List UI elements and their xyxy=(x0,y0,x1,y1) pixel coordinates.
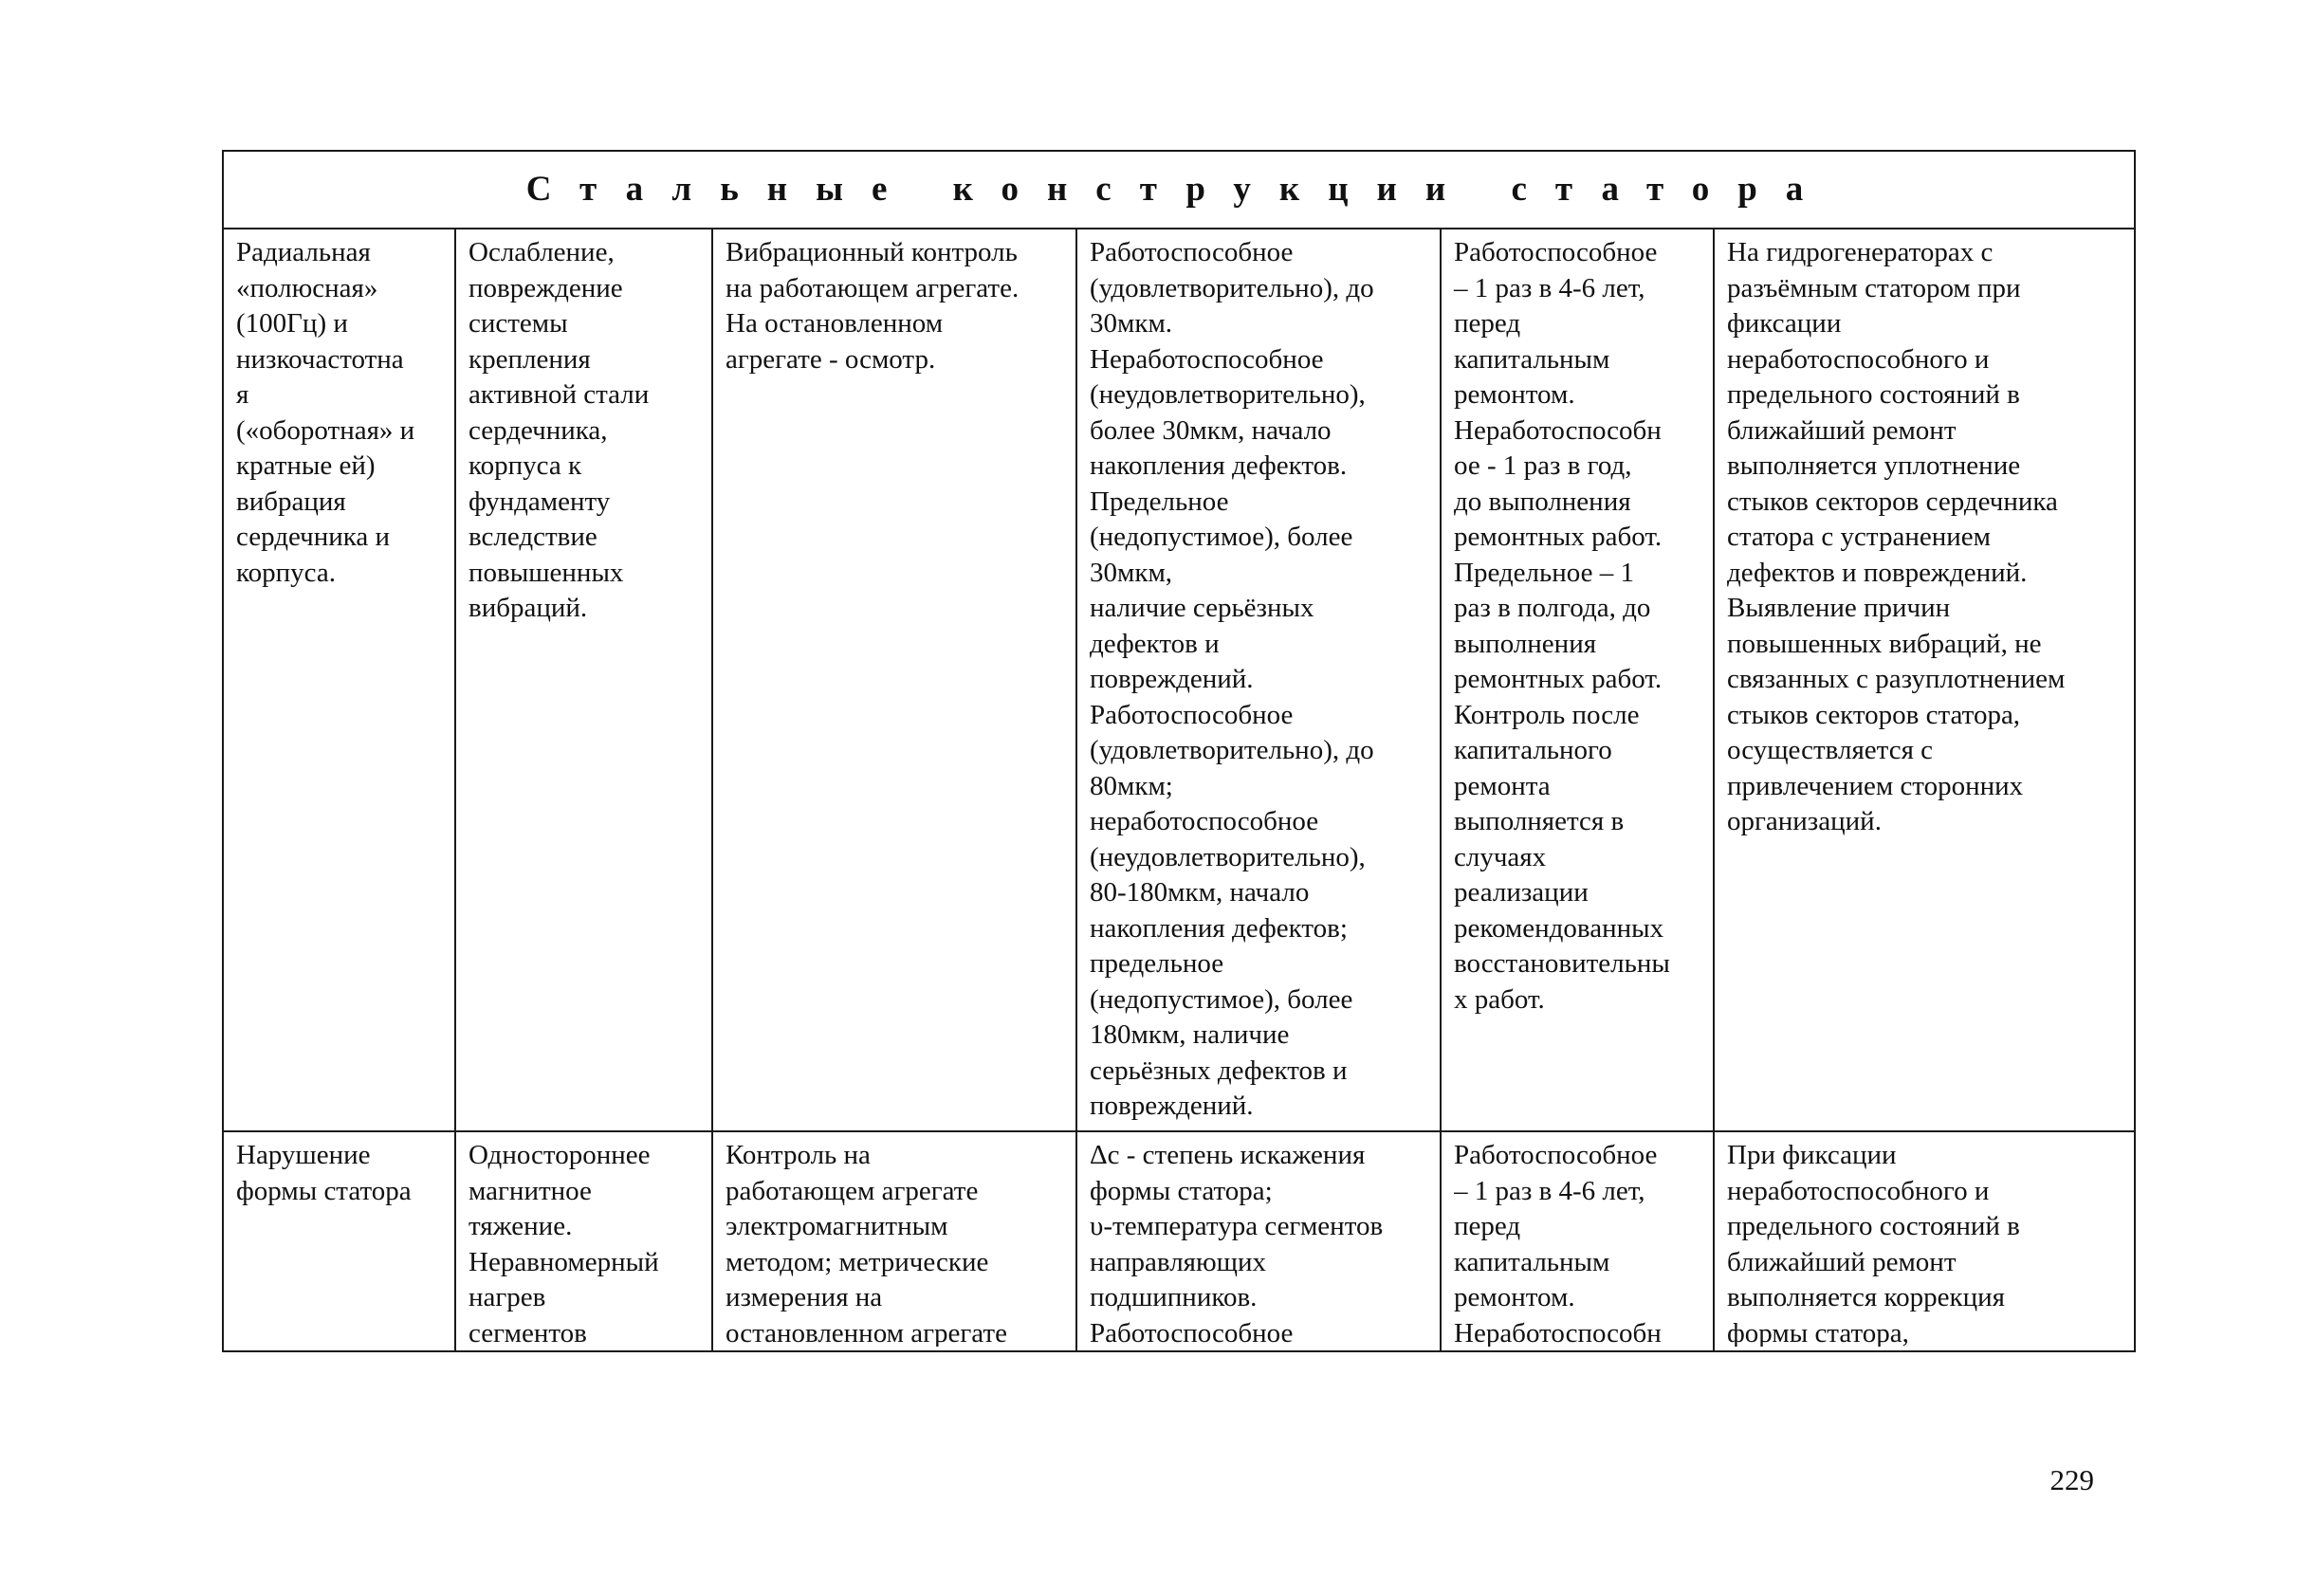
parameter-cell xyxy=(223,1131,455,1351)
method-text: Контроль на работающем агрегате электромагнитным методом; метрические измерения на остановленном агрегате xyxy=(726,1140,1007,1347)
periodicity-cell: Работоспособное – 1 раз в 4-6 лет, перед капитальным ремонтом. Неработоспособн ое - 1 раз в год, до выполнения ремонтных работ. Предельное – 1 раз в полгода, до выполнения ремонтных работ. Контроль после капитального ремонта выполняется в случаях реализации рекомендованных восстановительны х работ. xyxy=(1441,229,1714,1131)
section-heading-row xyxy=(223,151,2135,229)
parameter-text: Нарушение формы статора xyxy=(236,1140,412,1206)
page-number: 229 xyxy=(2049,1463,2094,1496)
parameter-cell: Радиальная «полюсная» (100Гц) и низкочастотна я («оборотная» и кратные ей) вибрация сердечника и корпуса. xyxy=(223,229,455,1131)
cause-text: Одностороннее магнитное тяжение. Неравномерный нагрев сегментов xyxy=(469,1140,659,1347)
cause-cell xyxy=(455,1131,712,1351)
method-cell: Вибрационный контроль на работающем агрегате. На остановленном агрегате - осмотр. xyxy=(712,229,1076,1131)
table-row xyxy=(223,229,2135,1131)
method-cell xyxy=(712,1131,1076,1351)
section-heading: Стальные конструкции статора xyxy=(223,151,2135,229)
criteria-cell: Работоспособное (удовлетворительно), до 30мкм. Неработоспособное (неудовлетворительно), более 30мкм, начало накопления дефектов. Предельное (недопустимое), более 30мкм, наличие серьёзных дефектов и повреждений. Работоспособное (удовлетворительно), до 80мкм; неработоспособное (неудовлетворительно), 80-180мкм, начало накопления дефектов; предельное (недопустимое), более 180мкм, наличие серьёзных дефектов и повреждений. xyxy=(1076,229,1441,1131)
cause-cell: Ослабление, повреждение системы крепления активной стали сердечника, корпуса к фундаменту вследствие повышенных вибраций. xyxy=(455,229,712,1131)
table-row xyxy=(223,1131,2135,1351)
measures-cell xyxy=(1714,1131,2135,1351)
measures-cell: На гидрогенераторах с разъёмным статором при фиксации неработоспособного и предельного состояний в ближайший ремонт выполняется уплотнение стыков секторов сердечника статора с устранением дефектов и повреждений. Выявление причин повышенных вибраций, не связанных с разуплотнением стыков секторов статора, осуществляется с привлечением сторонних организаций. xyxy=(1714,229,2135,1131)
measures-text: При фиксации неработоспособного и предельного состояний в ближайший ремонт выполняется коррекция формы статора, xyxy=(1727,1140,2020,1347)
periodicity-cell xyxy=(1441,1131,1714,1351)
stator-table xyxy=(222,150,2136,1352)
periodicity-text: Работоспособное – 1 раз в 4-6 лет, перед капитальным ремонтом. Неработоспособн xyxy=(1454,1140,1662,1347)
criteria-cell xyxy=(1076,1131,1441,1351)
criteria-text: Δc - степень искажения формы статора; υ-температура сегментов направляющих подшипников. Работоспособное xyxy=(1090,1140,1384,1347)
